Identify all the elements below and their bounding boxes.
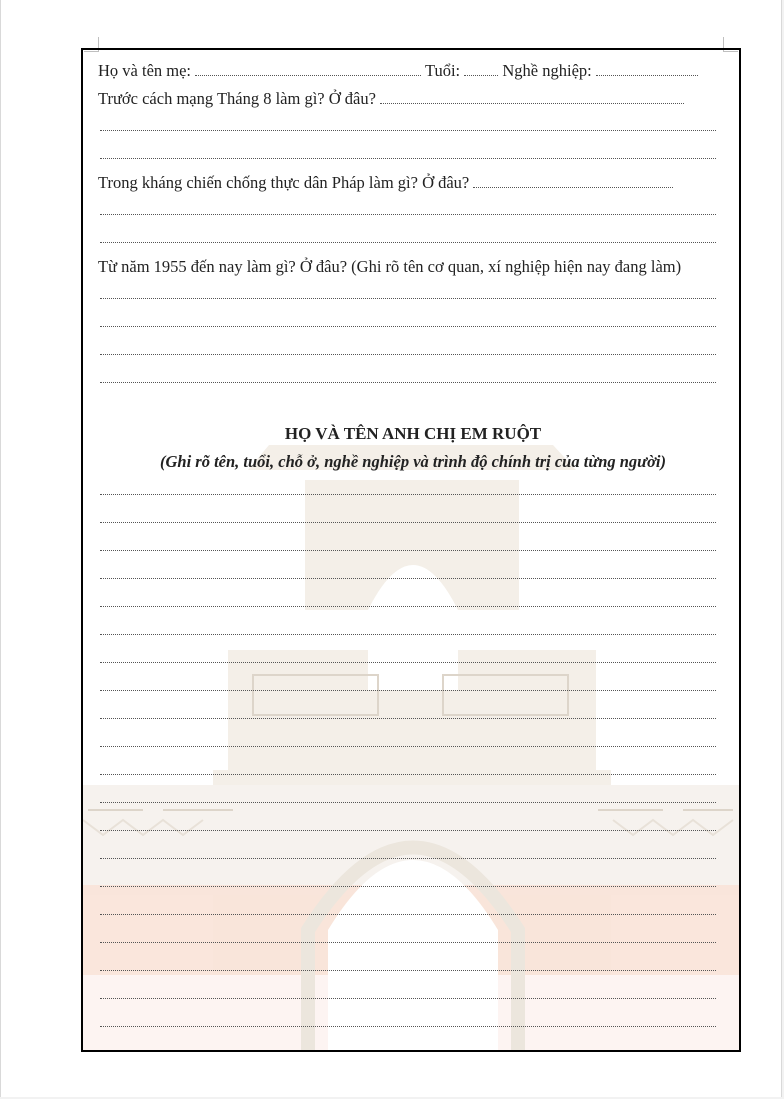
answer-line[interactable] [100,130,716,131]
sibling-answer-line[interactable] [100,746,716,747]
mother-info-row [98,61,698,81]
sibling-answer-line[interactable] [100,662,716,663]
sibling-answer-line[interactable] [100,858,716,859]
siblings-section-title: HỌ VÀ TÊN ANH CHỊ EM RUỘT [284,424,542,443]
since-1955-row [98,257,681,277]
sibling-answer-line[interactable] [100,914,716,915]
mother-name-field[interactable] [195,62,421,76]
sibling-answer-line[interactable] [100,942,716,943]
sibling-answer-line[interactable] [100,550,716,551]
sibling-answer-line[interactable] [100,634,716,635]
before-revolution-field[interactable] [380,90,684,104]
sibling-answer-line[interactable] [100,1026,716,1027]
before-revolution-row [98,89,684,109]
sibling-answer-line[interactable] [100,606,716,607]
sibling-answer-line[interactable] [100,578,716,579]
mother-job-label: Nghề nghiệp: [502,61,592,80]
answer-line[interactable] [100,158,716,159]
mother-age-field[interactable] [464,62,498,76]
answer-line[interactable] [100,326,716,327]
answer-line[interactable] [100,354,716,355]
since-1955-question: Từ năm 1955 đến nay làm gì? Ở đâu? (Ghi rõ tên cơ quan, xí nghiệp hiện nay đang làm) [98,257,682,276]
sibling-answer-line[interactable] [100,774,716,775]
sibling-answer-line[interactable] [100,522,716,523]
answer-line[interactable] [100,242,716,243]
answer-line[interactable] [100,298,716,299]
sibling-answer-line[interactable] [100,970,716,971]
mother-name-label: Họ và tên mẹ: [98,61,192,80]
sibling-answer-line[interactable] [100,998,716,999]
sibling-answer-line[interactable] [100,718,716,719]
sibling-answer-line[interactable] [100,494,716,495]
form-frame [81,48,741,1052]
sibling-answer-line[interactable] [100,886,716,887]
answer-line[interactable] [100,382,716,383]
mother-age-label: Tuổi: [424,61,461,80]
answer-line[interactable] [100,214,716,215]
sibling-answer-line[interactable] [100,802,716,803]
resistance-war-row [98,173,673,193]
sibling-answer-line[interactable] [100,830,716,831]
resistance-war-question: Trong kháng chiến chống thực dân Pháp làm gì? Ở đâu? [98,173,470,192]
siblings-section-subtitle: (Ghi rõ tên, tuổi, chỗ ở, nghề nghiệp và trình độ chính trị của từng người) [160,452,666,471]
sibling-answer-line[interactable] [100,690,716,691]
resistance-war-field[interactable] [473,174,673,188]
mother-job-field[interactable] [596,62,698,76]
before-revolution-question: Trước cách mạng Tháng 8 làm gì? Ở đâu? [98,89,376,108]
